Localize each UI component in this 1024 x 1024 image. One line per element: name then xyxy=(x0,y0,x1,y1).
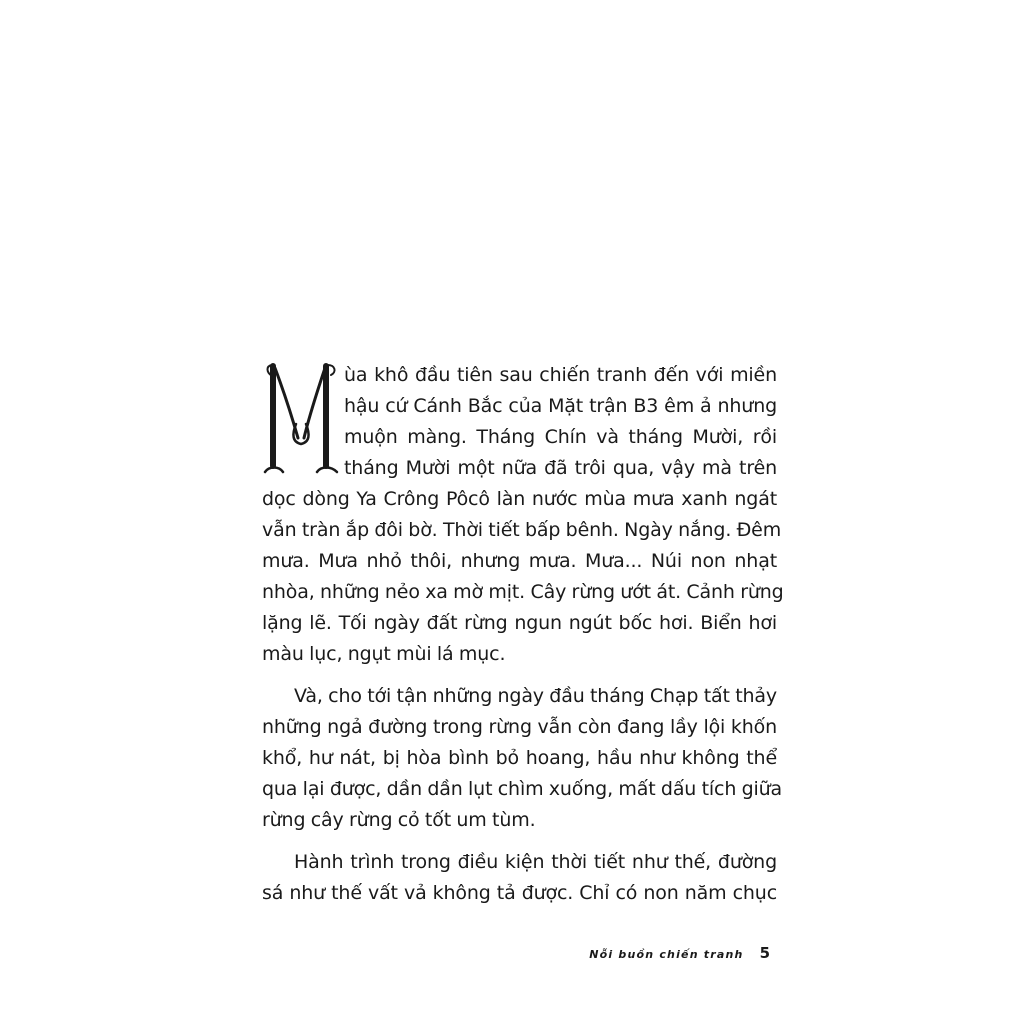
text-line: nhòa, những nẻo xa mờ mịt. Cây rừng ướt át. Cảnh rừng xyxy=(262,581,784,603)
page-footer xyxy=(589,944,770,962)
running-title: Nỗi buồn chiến tranh xyxy=(589,948,744,961)
text-line: muộn màng. Tháng Chín và tháng Mười, rồi xyxy=(344,426,777,448)
text-line: lặng lẽ. Tối ngày đất rừng ngun ngút bốc hơi. Biển hơi xyxy=(262,612,777,634)
text-line: sá như thế vất vả không tả được. Chỉ có non năm chục xyxy=(262,882,777,904)
text-line: hậu cứ Cánh Bắc của Mặt trận B3 êm ả nhưng xyxy=(344,395,777,417)
text-line: rừng cây rừng cỏ tốt um tùm. xyxy=(262,809,536,831)
paragraph-1 xyxy=(262,360,784,670)
text-line: tháng Mười một nữa đã trôi qua, vậy mà trên xyxy=(344,457,777,479)
text-line: mưa. Mưa nhỏ thôi, nhưng mưa. Mưa... Núi non nhạt xyxy=(262,550,777,572)
text-line: Và, cho tới tận những ngày đầu tháng Chạp tất thảy xyxy=(294,685,777,707)
text-line: ùa khô đầu tiên sau chiến tranh đến với miền xyxy=(344,364,777,386)
text-line: vẫn tràn ắp đôi bờ. Thời tiết bấp bênh. Ngày nắng. Đêm xyxy=(262,519,782,541)
text-line: Hành trình trong điều kiện thời tiết như thế, đường xyxy=(294,851,777,873)
text-line: dọc dòng Ya Crông Pôcô làn nước mùa mưa xanh ngát xyxy=(262,488,777,510)
text-line: khổ, hư nát, bị hòa bình bỏ hoang, hầu như không thể xyxy=(262,747,777,769)
page-number: 5 xyxy=(759,944,770,962)
paragraph-3 xyxy=(262,847,777,909)
text-line: những ngả đường trong rừng vẫn còn đang lầy lội khốn xyxy=(262,716,777,738)
paragraph-2 xyxy=(262,681,783,836)
body-text xyxy=(262,360,784,920)
text-line: qua lại được, dần dần lụt chìm xuống, mất dấu tích giữa xyxy=(262,778,783,800)
text-line: màu lục, ngụt mùi lá mục. xyxy=(262,643,506,665)
